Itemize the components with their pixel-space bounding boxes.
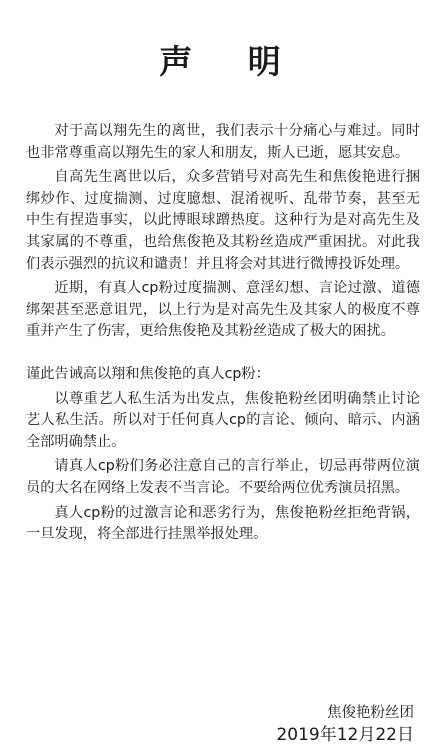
paragraph-warning-intro: 谨此告诫高以翔和焦俊艳的真人cp粉： bbox=[26, 365, 270, 382]
paragraph-condolence: 对于高以翔先生的离世，我们表示十分痛心与难过。同时也非常尊重高以翔先生的家人和朋友，斯人已逝，愿其安息。 bbox=[26, 123, 420, 161]
paragraph-gap bbox=[26, 346, 420, 364]
signature-date: 2019年12月22日 bbox=[276, 725, 414, 745]
document-title: 声 明 bbox=[159, 42, 303, 81]
signature-block bbox=[276, 703, 414, 746]
paragraph-report-warning: 真人cp粉的过激言论和恶劣行为，焦俊艳粉丝拒绝背锅，一旦发现，将全部进行挂黑举报处理。 bbox=[26, 504, 420, 543]
document-body bbox=[26, 121, 420, 549]
paragraph-marketing-accounts: 自高先生离世以后，众多营销号对高先生和焦俊艳进行捆绑炒作、过度揣测、过度臆想、混淆视听、乱带节奏，甚至无中生有捏造事实，以此博眼球蹭热度。这种行为是对高先生及其家属的不尊重，也给焦俊艳及其粉丝造成严重困扰。对此我们表示强烈的抗议和谴责！并且将会对其进行微博投诉处理。 bbox=[26, 169, 420, 272]
signature-org: 焦俊艳粉丝团 bbox=[327, 705, 414, 721]
paragraph-cp-fans-behavior: 近期，有真人cp粉过度揣测、意淫幻想、言论过激、道德绑架甚至恶意诅咒，以上行为是对高先生及其家人的极度不尊重并产生了伤害，更给焦俊艳及其粉丝造成了极大的困扰。 bbox=[26, 280, 420, 340]
paragraph-conduct-request: 请真人cp粉们务必注意自己的言行举止，切忌再带两位演员的大名在网络上发表不当言论。不要给两位优秀演员招黑。 bbox=[26, 458, 420, 496]
paragraph-privacy-ban: 以尊重艺人私生活为出发点，焦俊艳粉丝团明确禁止讨论艺人私生活。所以对于任何真人cp的言论、倾向、暗示、内涵全部明确禁止。 bbox=[26, 390, 420, 450]
